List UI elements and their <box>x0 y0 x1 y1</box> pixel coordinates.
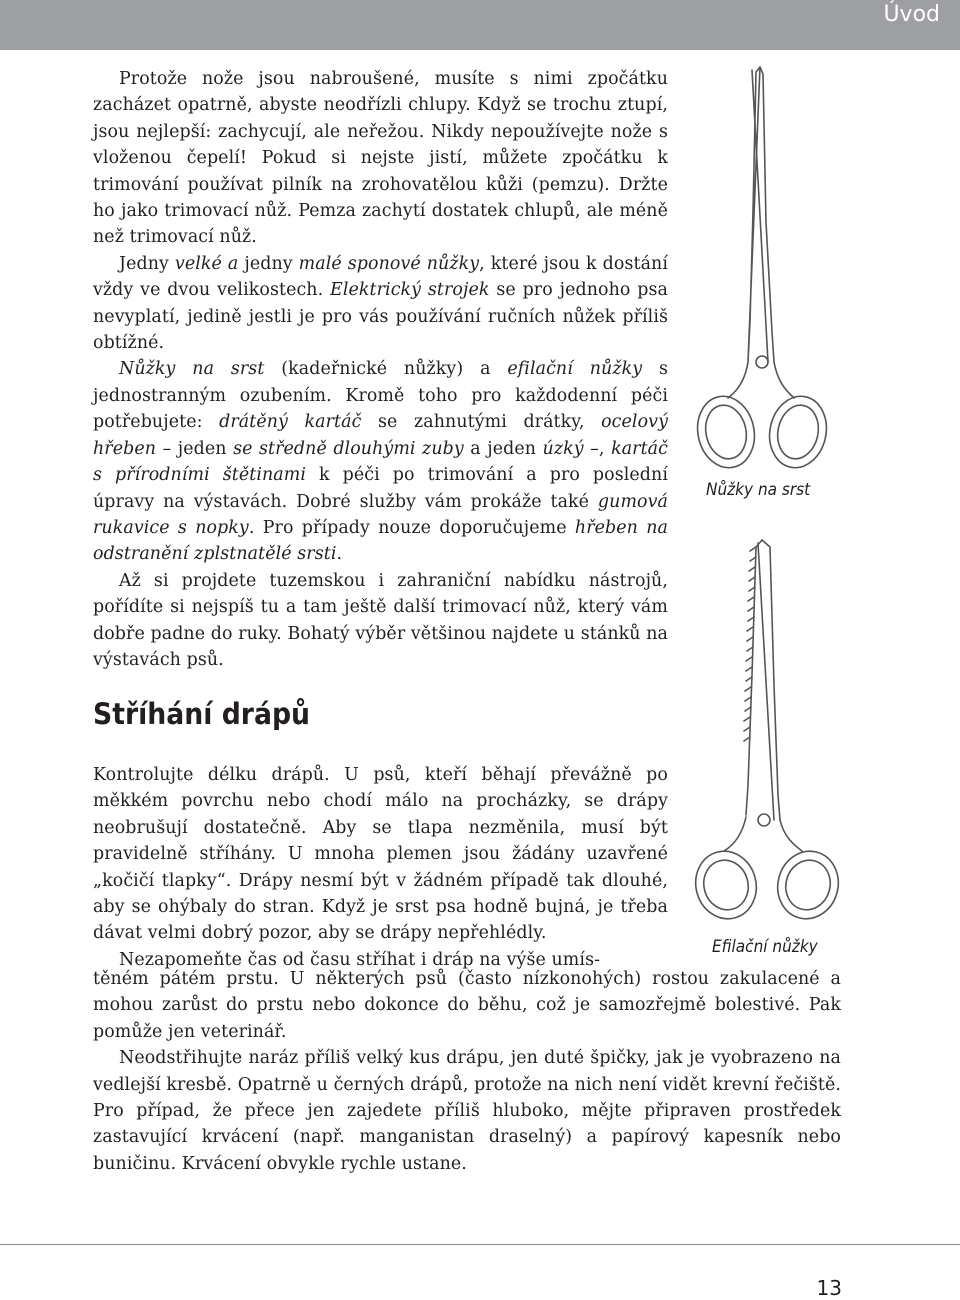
hair-scissors-illustration <box>690 62 840 482</box>
claws-paragraph-3: Neodstřihujte naráz příliš velký kus drápu, jen duté špičky, jak je vyobrazeno na vedlejší kresbě. Opatrně u černých drápů, protože na nich není vidět krevní řečiště. Pro případ, že přece jen zajedete příliš hluboko, mějte připraven prostředek zastavující krvácení (např. manganistan draselný) a papírový kapesník nebo buničinu. Krvácení obvykle rychle ustane. <box>93 1048 841 1174</box>
intro-paragraph-1: Protože nože jsou nabroušené, musíte s nimi zpočátku zacházet opatrně, abyste neodřízli chlupy. Když se trochu ztupí, jsou nejlepší: zachycují, ale neřežou. Nikdy nepoužívejte nože s vloženou čepelí! Pokud si nejste jistí, můžete zpočátku k trimování používat pilník na zrohovatělou kůži (pemzu). Držte ho jako trimovací nůž. Pemza zachytí dostatek chlupů, ale méně než trimovací nůž. <box>93 69 668 248</box>
text-run: –, <box>583 438 612 459</box>
italic-run: malé sponové nůžky <box>298 253 480 274</box>
italic-run: hřeben na odstranění zplstnatělé srsti <box>93 517 668 565</box>
italic-run: efilační nůžky <box>507 359 643 380</box>
italic-run: se středně dlouhými zuby <box>233 438 464 459</box>
italic-run: gumová rukavice s nopky <box>93 491 668 538</box>
text-run: . Pro případy nouze doporučujeme <box>248 517 575 538</box>
italic-run: kartáč s přírodními štětinami <box>93 438 668 486</box>
text-run: s jednostranným ozubením. Kromě toho pro každodenní péči potřebujete: <box>93 359 669 433</box>
page-number: 13 <box>816 1276 842 1300</box>
text-run: a jeden <box>463 438 543 459</box>
italic-run: ocelový hřeben <box>93 412 668 459</box>
thinning-scissors-illustration <box>690 535 850 935</box>
text-run: jedny <box>238 253 299 274</box>
text-run: k péči po trimování a pro poslední úpravy na výstavách. Dobré služby vám prokáže také <box>93 465 668 512</box>
section-heading: Stříhání drápů <box>93 697 311 731</box>
text-run: (kadeřnické nůžky) a <box>264 359 508 380</box>
italic-run: drátěný kartáč <box>219 412 362 433</box>
footer-rule <box>0 1244 960 1245</box>
italic-run: Elektrický strojek <box>330 280 490 301</box>
text-run: . <box>336 544 343 565</box>
intro-paragraph-2 <box>93 251 668 357</box>
italic-run: úzký <box>542 438 584 459</box>
italic-run: velké a <box>174 253 239 274</box>
intro-text <box>93 66 668 673</box>
italic-run: Nůžky na srst <box>119 359 265 380</box>
text-run: – jeden <box>156 438 234 459</box>
section-label: Úvod <box>883 2 940 27</box>
caption-thinning-scissors: Efilační nůžky <box>712 937 818 957</box>
text-run: Jedny <box>119 253 175 274</box>
text-run: , které jsou k dostání vždy ve dvou velikostech. <box>93 253 668 301</box>
text-run: se pro jednoho psa nevyplatí, jedině jestli je pro vás používání ručních nůžek příliš obtížné. <box>93 280 668 354</box>
intro-paragraph-4: Až si projdete tuzemskou i zahraniční nabídku nástrojů, pořídíte si nejspíš tu a tam ještě další trimovací nůž, který vám dobře padne do ruky. Bohatý výběr většinou najdete u stánků na výstavách psů. <box>93 570 668 670</box>
claws-text-wide <box>93 966 841 1177</box>
claws-paragraph-2-start: Nezapomeňte čas od času stříhat i dráp na výše umís- <box>119 949 601 970</box>
intro-paragraph-3 <box>93 356 668 567</box>
text-run: se zahnutými drátky, <box>361 412 602 433</box>
claws-text <box>93 762 668 973</box>
caption-hair-scissors: Nůžky na srst <box>706 480 811 500</box>
claws-paragraph-2-end: těném pátém prstu. U některých psů (často nízkonohých) rostou zakulacené a mohou zarůst do prstu nebo dokonce do běhu, což je samozřejmě bolestivé. Pak pomůže jen veterinář. <box>93 969 841 1042</box>
claws-paragraph-1: Kontrolujte délku drápů. U psů, kteří běhají převážně po měkkém povrchu nebo chodí málo na procházky, se drápy neobrušují dostatečně. Aby se tlapa nezměnila, musí být pravidelně stříhány. U mnoha plemen jsou žádány uzavřené „kočičí tlapky“. Drápy nesmí být v žádném případě tak dlouhé, aby se ohýbaly do stran. Když je srst psa hodně bujná, je třeba dávat velmi dobrý pozor, aby se drápy nepřehlédly. <box>93 765 668 944</box>
header-bar <box>0 0 960 50</box>
